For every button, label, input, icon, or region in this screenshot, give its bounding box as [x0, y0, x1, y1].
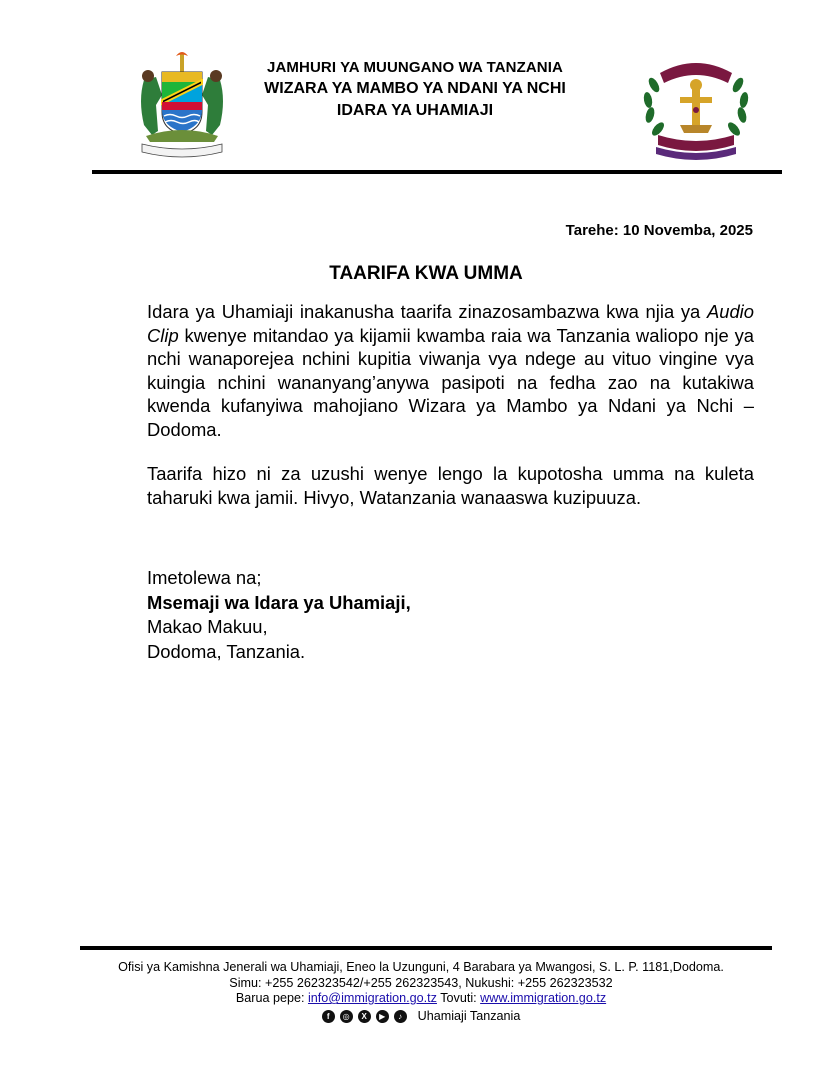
body-paragraph-1	[147, 300, 754, 442]
website-link[interactable]: www.immigration.go.tz	[480, 991, 607, 1006]
footer-phones: Simu: +255 262323542/+255 262323543, Nukushi: +255 262323532	[229, 975, 613, 990]
date-line: Tarehe: 10 Novemba, 2025	[565, 222, 753, 239]
instagram-icon[interactable]: ◎	[340, 1010, 353, 1023]
social-handle: Uhamiaji Tanzania	[417, 1008, 521, 1023]
email-label: Barua pepe:	[235, 991, 308, 1006]
header-titles	[180, 58, 650, 122]
email-link[interactable]: info@immigration.go.tz	[307, 991, 437, 1006]
header-divider	[92, 170, 782, 174]
youtube-icon[interactable]: ▶	[376, 1010, 389, 1023]
immigration-logo	[636, 55, 756, 160]
signoff-block	[147, 566, 411, 664]
notice-title: TAARIFA KWA UMMA	[329, 263, 523, 284]
social-row	[60, 1009, 782, 1025]
header-line-3: IDARA YA UHAMIAJI	[336, 102, 494, 119]
footer-contacts	[60, 991, 782, 1007]
tiktok-icon[interactable]: ♪	[394, 1010, 407, 1023]
city-line: Dodoma, Tanzania.	[147, 640, 306, 662]
para1-text-b: kwenye mitandao ya kijamii kwamba raia wa Tanzania waliopo nje ya nchi wanaporejea nchini kupitia viwanja vya ndege au vituo vingine vya kuingia nchini wananyang’anywa pasipoti na fedha zao na kutakiwa kwenda kufanyiwa mahojiano Wizara ya Mambo ya Ndani ya Nchi – Dodoma.	[147, 324, 754, 440]
x-icon[interactable]: X	[358, 1010, 371, 1023]
facebook-icon[interactable]: f	[322, 1010, 335, 1023]
footer	[60, 960, 782, 1024]
spokesperson-title: Msemaji wa Idara ya Uhamiaji,	[147, 591, 411, 613]
para1-text-a: Idara ya Uhamiaji inakanusha taarifa zinazosambazwa kwa njia ya	[147, 301, 707, 322]
issued-by-label: Imetolewa na;	[147, 567, 262, 588]
header-line-1: JAMHURI YA MUUNGANO WA TANZANIA	[267, 59, 563, 76]
audio-clip-term: Audio Clip	[147, 301, 754, 346]
header-line-2: WIZARA YA MAMBO YA NDANI YA NCHI	[264, 80, 566, 97]
website-label: Tovuti:	[436, 991, 481, 1006]
footer-address: Ofisi ya Kamishna Jenerali wa Uhamiaji, Eneo la Uzunguni, 4 Barabara ya Mwangosi, S. L. P. 1181,Dodoma.	[118, 960, 724, 974]
footer-divider	[80, 946, 772, 950]
office-line: Makao Makuu,	[147, 616, 268, 637]
body-paragraph-2: Taarifa hizo ni za uzushi wenye lengo la kupotosha umma na kuleta taharuki kwa jamii. Hivyo, Watanzania wanaaswa kuzipuuza.	[147, 463, 754, 508]
